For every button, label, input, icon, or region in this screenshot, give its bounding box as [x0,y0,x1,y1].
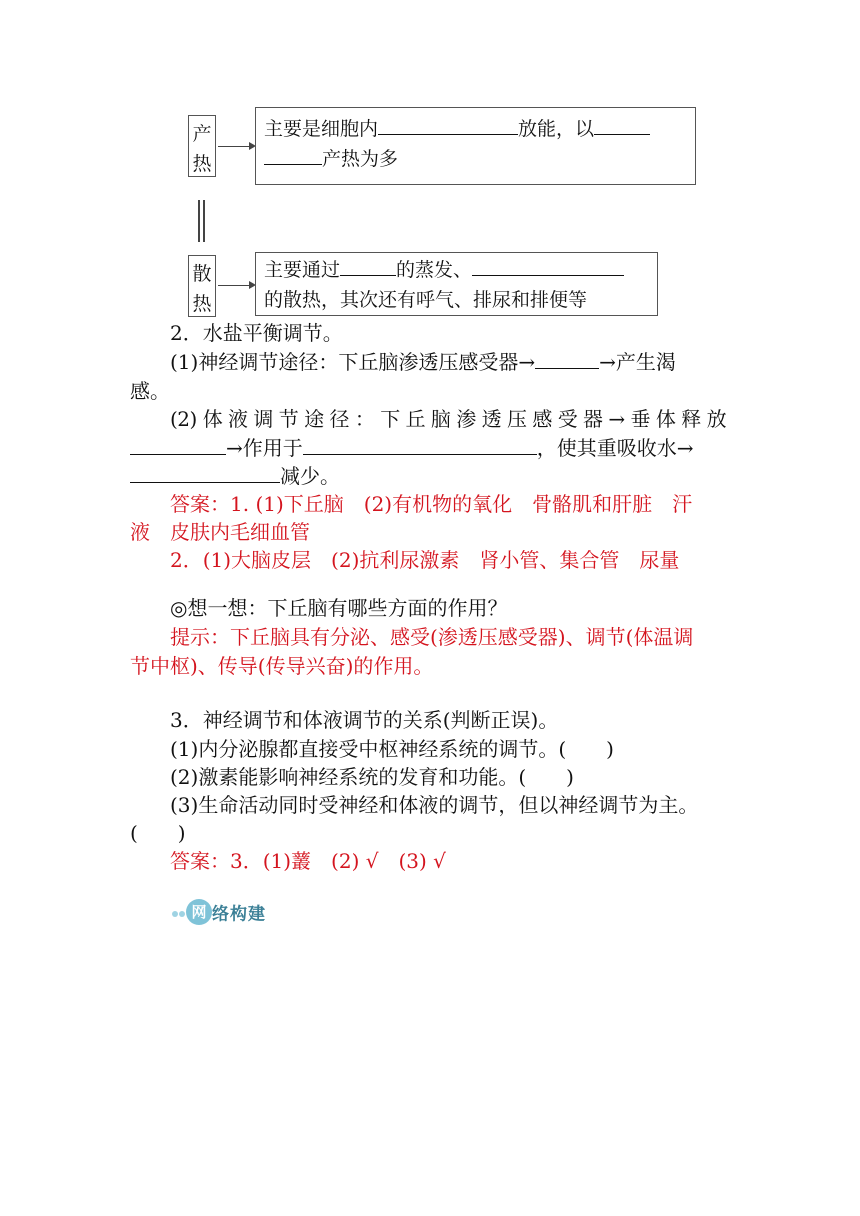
produce-label-char-2: 热 [192,153,212,175]
dissipate-text-1: 主要通过 [264,259,341,281]
think-title: ◎想一想：下丘脑有哪些方面的作用？ [170,596,508,620]
s2-p2-line3 [130,461,730,491]
s2-heading: 2．水盐平衡调节。 [170,321,343,345]
dissipate-arrow [218,285,254,286]
answer1-line3: 2．(1)大脑皮层 (2)抗利尿激素 肾小管、集合管 尿量 [170,548,680,572]
s3-heading: 3．神经调节和体液调节的关系(判断正误)。 [170,708,559,732]
produce-heat-label [188,115,216,177]
blank [594,115,650,135]
section-heading-text: 络构建 [212,904,266,925]
s3-q3-line1: (3)生命活动同时受神经和体液的调节，但以神经调节为主。 [170,793,699,817]
dissipate-text-3: 的散热，其次还有呼气、排尿和排便等 [264,289,588,311]
dissipate-label-char-1: 散 [192,263,212,285]
s3-q2: (2)激素能影响神经系统的发育和功能。( ) [170,765,574,789]
produce-label-char-1: 产 [192,123,212,145]
answer1-line2: 液 皮肤内毛细血管 [130,520,310,544]
s2-p1-text-a: (1)神经调节途径：下丘脑渗透压感受器→ [170,350,536,374]
s2-p2-text-c: ，使其重吸收水→ [536,436,694,460]
produce-text-1: 主要是细胞内 [264,118,379,140]
section-heading [172,899,266,925]
s3-q1: (1)内分泌腺都直接受中枢神经系统的调节。( ) [170,737,614,761]
dissipate-text-2: 的蒸发、 [396,259,473,281]
blank [472,256,624,276]
produce-heat-box [255,107,696,185]
s2-p2-line1: (2) 体 液 调 节 途 径 ： 下 丘 脑 渗 透 压 感 受 器 → 垂 体 释 放 [170,407,727,431]
answer1-line1: 答案：1. (1)下丘脑 (2)有机物的氧化 骨骼肌和肝脏 汗 [170,492,693,516]
s2-p1-text-b: →产生渴 [599,350,676,374]
dissipate-heat-label [188,255,216,317]
think-hint-line2: 节中枢)、传导(传导兴奋)的作用。 [130,654,434,678]
blank [378,115,518,135]
dissipate-heat-box [255,252,658,316]
produce-text-3: 产热为多 [322,148,399,170]
equal-bar-left [198,200,200,242]
think-hint-line1: 提示：下丘脑具有分泌、感受(渗透压感受器)、调节(体温调 [170,625,694,649]
dots-decoration [172,902,186,922]
blank [130,463,280,483]
s2-p2-text-b: →作用于 [226,436,303,460]
blank [535,349,599,369]
s2-p2-text-d: 减少。 [280,464,340,488]
dissipate-label-char-2: 热 [192,293,212,315]
s2-p1-line2: 感。 [130,379,170,403]
blank [340,256,396,276]
blank [303,435,537,455]
s2-p2-line2 [130,433,730,463]
section-badge-icon: 网 [186,899,212,925]
blank [130,435,226,455]
s2-p1-line1 [170,347,770,377]
produce-arrow [218,146,254,147]
produce-text-2: 放能，以 [518,118,595,140]
s3-answer: 答案：3．(1)䕺 (2) √ (3) √ [170,849,446,873]
s3-q3-line2: ( ) [130,821,186,845]
blank [264,145,322,165]
equal-bar-right [203,200,205,242]
